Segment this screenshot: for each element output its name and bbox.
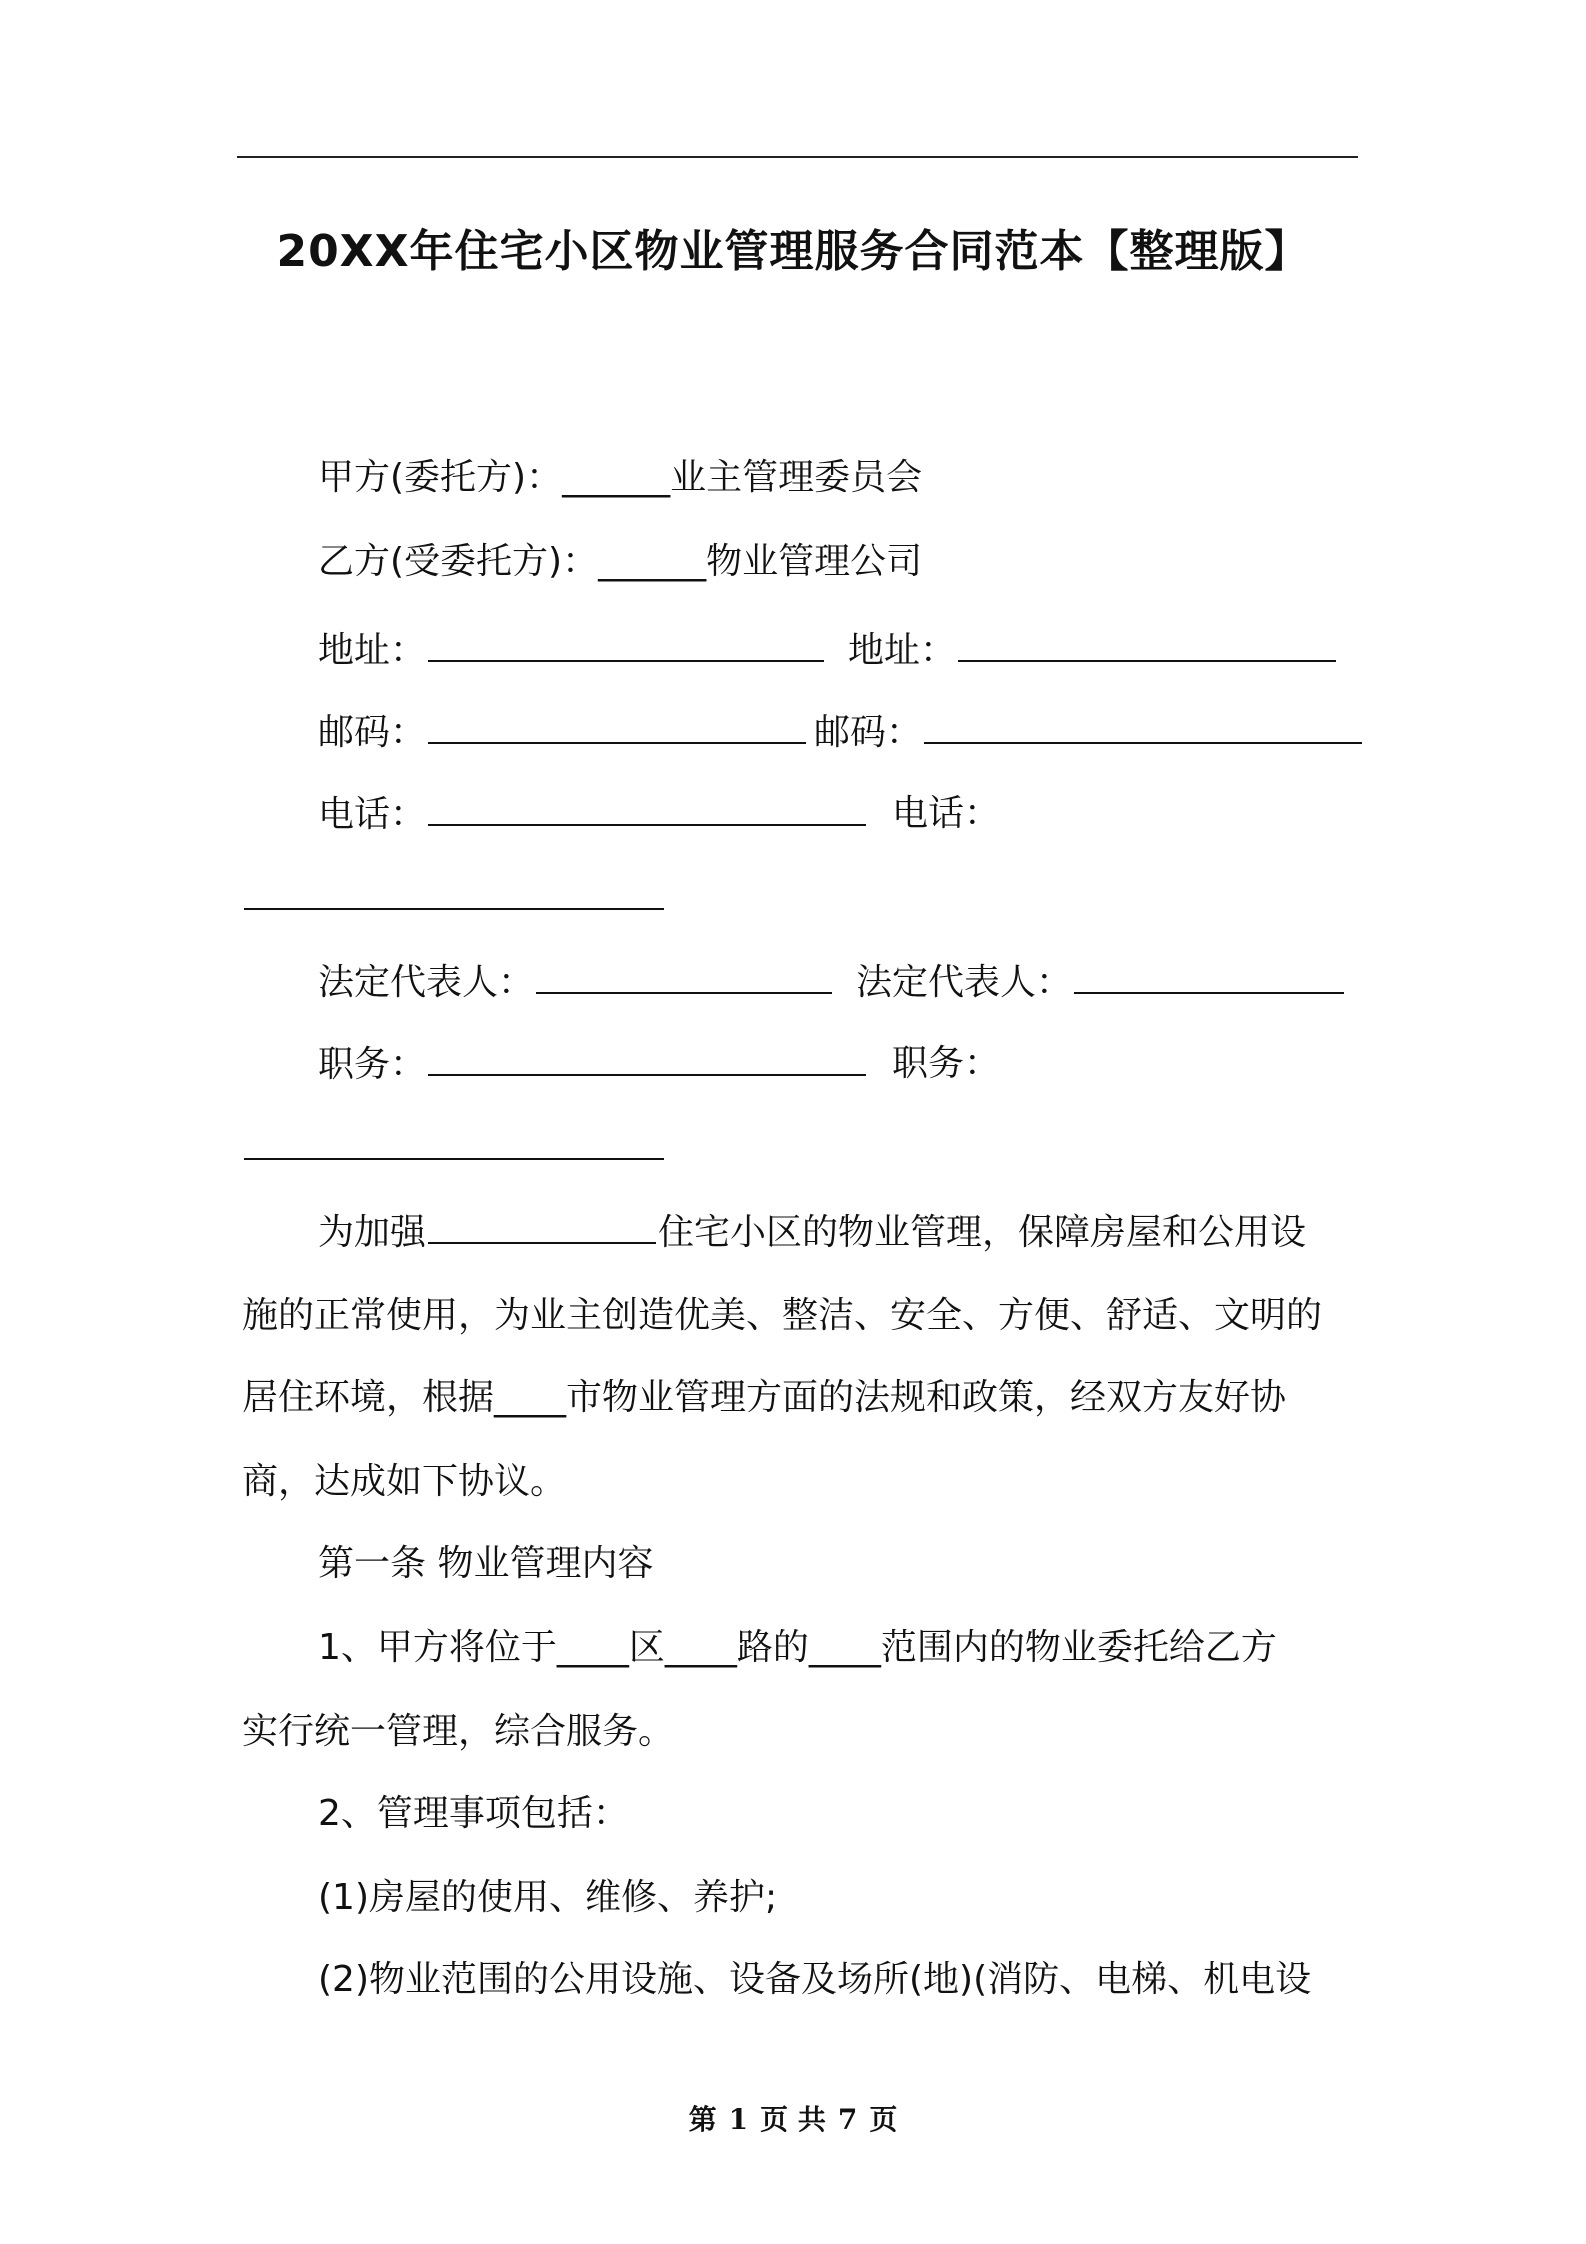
legal-rep-label-b: 法定代表人： bbox=[856, 962, 1073, 1003]
phone-row bbox=[318, 790, 868, 839]
phone-continuation bbox=[242, 874, 666, 923]
item-2-2: (2)物业范围的公用设施、设备及场所(地)(消防、电梯、机电设 bbox=[318, 1959, 1312, 2000]
position-continuation bbox=[242, 1124, 666, 1173]
article-1-heading: 第一条 物业管理内容 bbox=[318, 1543, 654, 1584]
postcode-blank-b bbox=[924, 708, 1362, 744]
legal-rep-row-b bbox=[856, 958, 1346, 1007]
legal-rep-label-a: 法定代表人： bbox=[318, 962, 535, 1003]
intro-line-1-post: 住宅小区的物业管理，保障房屋和公用设 bbox=[658, 1212, 1307, 1253]
phone-blank-b bbox=[244, 874, 664, 910]
position-row bbox=[318, 1040, 868, 1089]
address-blank-b bbox=[958, 626, 1336, 662]
position-blank-b bbox=[244, 1124, 664, 1160]
page-current: 1 bbox=[728, 2103, 749, 2136]
party-a-line: 甲方(委托方)：______业主管理委员会 bbox=[318, 457, 923, 498]
position-label-a: 职务： bbox=[318, 1044, 427, 1085]
phone-label-b: 电话： bbox=[892, 793, 1001, 834]
phone-label-a: 电话： bbox=[318, 794, 427, 835]
postcode-label-a: 邮码： bbox=[318, 712, 427, 753]
page-mid: 页 共 bbox=[760, 2103, 826, 2136]
position-row-b bbox=[892, 1040, 1000, 1088]
address-label-a: 地址： bbox=[318, 630, 427, 671]
address-blank-a bbox=[428, 626, 824, 662]
intro-line-1-pre: 为加强 bbox=[318, 1212, 427, 1253]
page-footer bbox=[0, 2098, 1586, 2138]
community-name-blank bbox=[428, 1208, 656, 1244]
page-prefix: 第 bbox=[688, 2103, 717, 2136]
legal-rep-blank-a bbox=[536, 958, 832, 994]
position-blank-a bbox=[428, 1040, 866, 1076]
postcode-row bbox=[318, 708, 808, 757]
legal-rep-row bbox=[318, 958, 834, 1007]
intro-line-4: 商，达成如下协议。 bbox=[242, 1461, 567, 1502]
item-2: 2、管理事项包括： bbox=[318, 1793, 629, 1834]
postcode-label-b: 邮码： bbox=[814, 712, 923, 753]
postcode-row-b bbox=[814, 708, 1364, 757]
intro-line-2: 施的正常使用，为业主创造优美、整洁、安全、方便、舒适、文明的 bbox=[242, 1295, 1323, 1336]
party-b-line: 乙方(受委托方)：______物业管理公司 bbox=[318, 541, 923, 582]
document-title: 20XX年住宅小区物业管理服务合同范本【整理版】 bbox=[276, 226, 1310, 277]
header-rule bbox=[237, 156, 1358, 158]
position-label-b: 职务： bbox=[892, 1043, 1001, 1084]
intro-line-3: 居住环境，根据____市物业管理方面的法规和政策，经双方友好协 bbox=[242, 1377, 1287, 1418]
page-suffix: 页 bbox=[869, 2103, 898, 2136]
item-1-line-2: 实行统一管理，综合服务。 bbox=[242, 1711, 675, 1752]
item-1-line-1: 1、甲方将位于____区____路的____范围内的物业委托给乙方 bbox=[318, 1627, 1277, 1668]
phone-blank-a bbox=[428, 790, 866, 826]
address-row-b bbox=[848, 626, 1338, 675]
intro-line-1 bbox=[318, 1208, 1306, 1257]
address-label-b: 地址： bbox=[848, 630, 957, 671]
legal-rep-blank-b bbox=[1074, 958, 1344, 994]
item-2-1: (1)房屋的使用、维修、养护; bbox=[318, 1877, 778, 1918]
phone-row-b bbox=[892, 790, 1000, 838]
address-row bbox=[318, 626, 826, 675]
postcode-blank-a bbox=[428, 708, 806, 744]
page-total: 7 bbox=[837, 2103, 858, 2136]
